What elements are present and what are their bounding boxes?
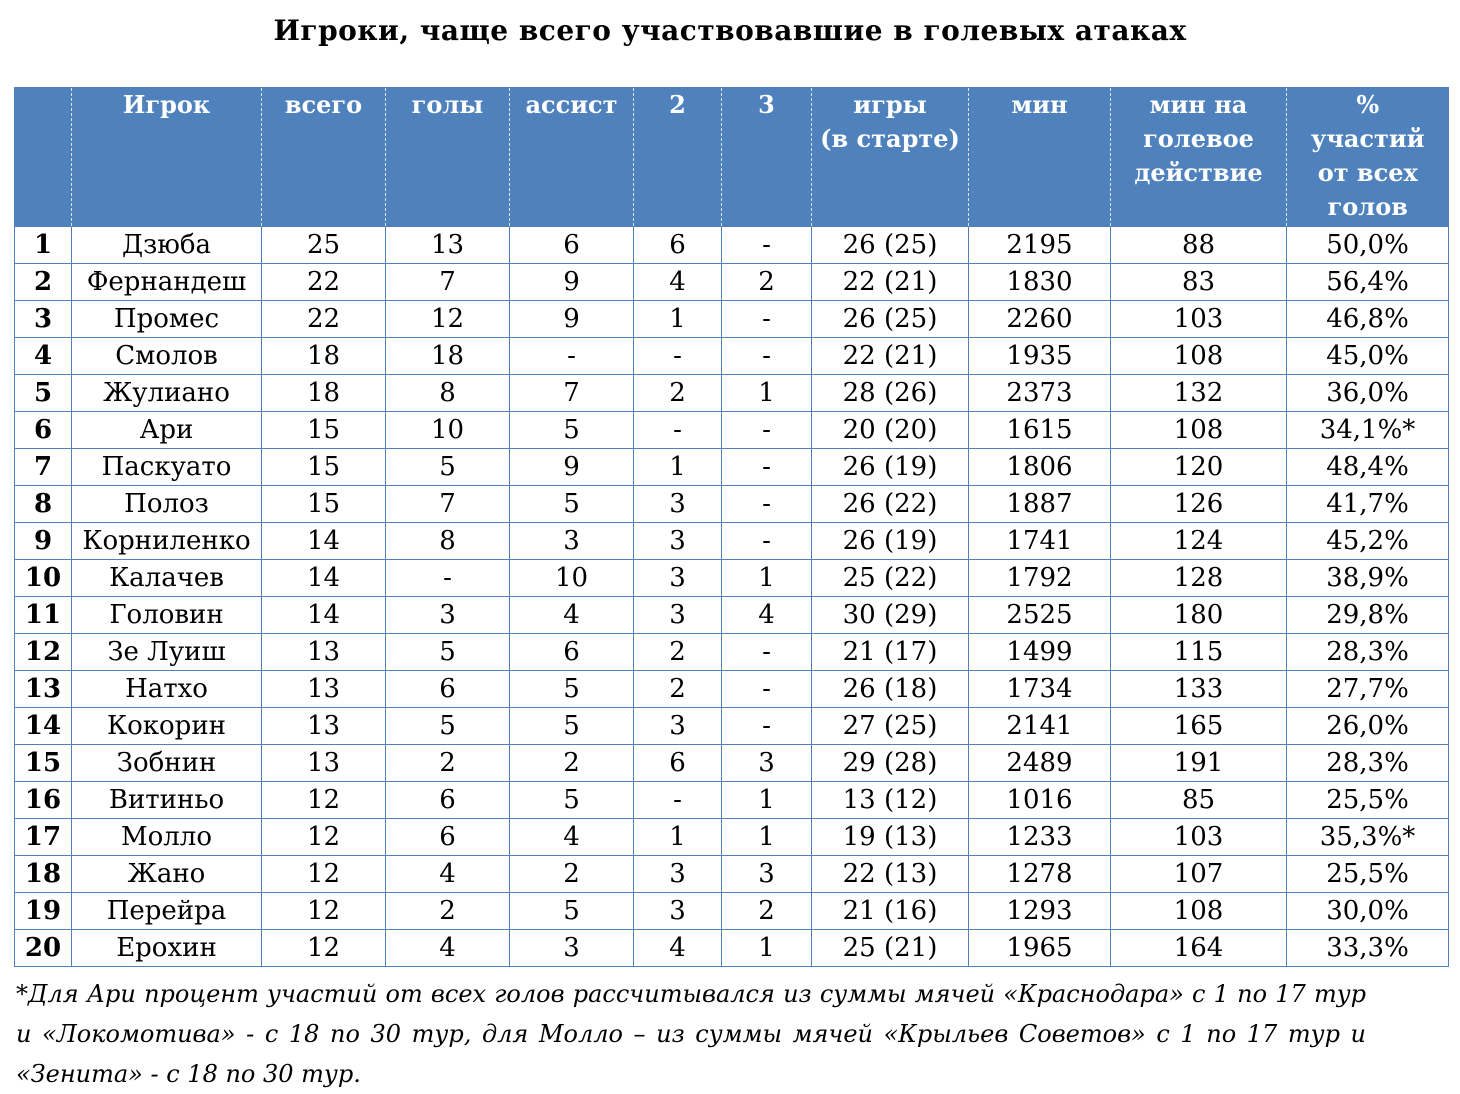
two-cell: - [634, 782, 722, 819]
three-cell: - [722, 523, 812, 560]
two-cell: 4 [634, 264, 722, 301]
goals-cell: 10 [386, 412, 510, 449]
header-games: игры (в старте) [812, 88, 969, 227]
row-rank: 3 [15, 301, 72, 338]
min-per-action-cell: 108 [1111, 893, 1287, 930]
total-cell: 13 [262, 708, 386, 745]
minutes-cell: 1016 [969, 782, 1111, 819]
min-per-action-cell: 124 [1111, 523, 1287, 560]
header-rank [15, 88, 72, 227]
table-header-row [15, 88, 1449, 227]
games-cell: 26 (22) [812, 486, 969, 523]
header-percent: % участий от всех голов [1287, 88, 1449, 227]
three-cell: - [722, 412, 812, 449]
two-cell: 3 [634, 708, 722, 745]
table-body [15, 227, 1449, 967]
minutes-cell: 1935 [969, 338, 1111, 375]
percent-cell: 25,5% [1287, 856, 1449, 893]
min-per-action-cell: 128 [1111, 560, 1287, 597]
two-cell: 2 [634, 375, 722, 412]
player-name: Зе Луиш [72, 634, 262, 671]
min-per-action-cell: 191 [1111, 745, 1287, 782]
minutes-cell: 1233 [969, 819, 1111, 856]
minutes-cell: 2489 [969, 745, 1111, 782]
three-cell: 2 [722, 264, 812, 301]
minutes-cell: 2260 [969, 301, 1111, 338]
percent-cell: 45,0% [1287, 338, 1449, 375]
player-name: Калачев [72, 560, 262, 597]
row-rank: 7 [15, 449, 72, 486]
header-goals: голы [386, 88, 510, 227]
min-per-action-cell: 164 [1111, 930, 1287, 967]
row-rank: 19 [15, 893, 72, 930]
min-per-action-cell: 133 [1111, 671, 1287, 708]
three-cell: - [722, 486, 812, 523]
row-rank: 4 [15, 338, 72, 375]
total-cell: 12 [262, 819, 386, 856]
assists-cell: 9 [510, 449, 634, 486]
minutes-cell: 2373 [969, 375, 1111, 412]
two-cell: 6 [634, 227, 722, 264]
three-cell: - [722, 338, 812, 375]
player-name: Ерохин [72, 930, 262, 967]
minutes-cell: 2525 [969, 597, 1111, 634]
percent-cell: 56,4% [1287, 264, 1449, 301]
min-per-action-cell: 107 [1111, 856, 1287, 893]
player-name: Жано [72, 856, 262, 893]
two-cell: - [634, 412, 722, 449]
games-cell: 19 (13) [812, 819, 969, 856]
table-row [15, 338, 1449, 375]
table-row [15, 930, 1449, 967]
player-name: Ари [72, 412, 262, 449]
total-cell: 22 [262, 301, 386, 338]
three-cell: - [722, 708, 812, 745]
three-cell: 1 [722, 560, 812, 597]
two-cell: 3 [634, 597, 722, 634]
min-per-action-cell: 103 [1111, 819, 1287, 856]
table-row [15, 227, 1449, 264]
header-total: всего [262, 88, 386, 227]
table-row [15, 523, 1449, 560]
row-rank: 12 [15, 634, 72, 671]
header-minutes: мин [969, 88, 1111, 227]
goals-cell: 6 [386, 782, 510, 819]
table-row [15, 597, 1449, 634]
games-cell: 26 (25) [812, 301, 969, 338]
header-two: 2 [634, 88, 722, 227]
assists-cell: 6 [510, 634, 634, 671]
row-rank: 1 [15, 227, 72, 264]
total-cell: 14 [262, 597, 386, 634]
total-cell: 15 [262, 412, 386, 449]
games-cell: 30 (29) [812, 597, 969, 634]
assists-cell: 3 [510, 523, 634, 560]
two-cell: 3 [634, 486, 722, 523]
goals-cell: 5 [386, 449, 510, 486]
player-name: Корниленко [72, 523, 262, 560]
table-row [15, 412, 1449, 449]
goals-cell: 8 [386, 375, 510, 412]
table-row [15, 486, 1449, 523]
player-name: Витиньо [72, 782, 262, 819]
percent-cell: 35,3%* [1287, 819, 1449, 856]
two-cell: 4 [634, 930, 722, 967]
percent-cell: 26,0% [1287, 708, 1449, 745]
goals-cell: 4 [386, 856, 510, 893]
row-rank: 8 [15, 486, 72, 523]
goals-cell: 18 [386, 338, 510, 375]
total-cell: 14 [262, 560, 386, 597]
assists-cell: 5 [510, 671, 634, 708]
min-per-action-cell: 132 [1111, 375, 1287, 412]
header-min-per-action: мин на голевое действие [1111, 88, 1287, 227]
percent-cell: 50,0% [1287, 227, 1449, 264]
row-rank: 15 [15, 745, 72, 782]
percent-cell: 30,0% [1287, 893, 1449, 930]
row-rank: 6 [15, 412, 72, 449]
games-cell: 20 (20) [812, 412, 969, 449]
games-cell: 26 (19) [812, 523, 969, 560]
total-cell: 12 [262, 893, 386, 930]
assists-cell: 4 [510, 819, 634, 856]
stats-table [14, 87, 1449, 967]
three-cell: 2 [722, 893, 812, 930]
assists-cell: 5 [510, 412, 634, 449]
row-rank: 16 [15, 782, 72, 819]
row-rank: 18 [15, 856, 72, 893]
games-cell: 22 (21) [812, 338, 969, 375]
games-cell: 25 (22) [812, 560, 969, 597]
total-cell: 15 [262, 449, 386, 486]
two-cell: 1 [634, 301, 722, 338]
total-cell: 25 [262, 227, 386, 264]
three-cell: 3 [722, 856, 812, 893]
table-row [15, 449, 1449, 486]
percent-cell: 28,3% [1287, 745, 1449, 782]
percent-cell: 29,8% [1287, 597, 1449, 634]
footnote: *Для Ари процент участий от всех голов рассчитывался из суммы мячей «Краснодара» с 1 по 17 тур и «Локомотива» - с 18 по 30 тур, для Молло – из суммы мячей «Крыльев Советов» с 1 по 17 тур и «Зенита» - с 18 по 30 тур. [16, 980, 1366, 1088]
assists-cell: 5 [510, 782, 634, 819]
row-rank: 5 [15, 375, 72, 412]
row-rank: 13 [15, 671, 72, 708]
table-row [15, 671, 1449, 708]
assists-cell: 3 [510, 930, 634, 967]
min-per-action-cell: 126 [1111, 486, 1287, 523]
percent-cell: 27,7% [1287, 671, 1449, 708]
table-row [15, 782, 1449, 819]
total-cell: 18 [262, 375, 386, 412]
games-cell: 25 (21) [812, 930, 969, 967]
minutes-cell: 1734 [969, 671, 1111, 708]
header-assists: ассист [510, 88, 634, 227]
two-cell: 3 [634, 560, 722, 597]
player-name: Молло [72, 819, 262, 856]
assists-cell: 5 [510, 486, 634, 523]
total-cell: 13 [262, 634, 386, 671]
table-row [15, 301, 1449, 338]
assists-cell: 6 [510, 227, 634, 264]
two-cell: 1 [634, 819, 722, 856]
min-per-action-cell: 165 [1111, 708, 1287, 745]
games-cell: 26 (18) [812, 671, 969, 708]
goals-cell: 6 [386, 819, 510, 856]
table-row [15, 745, 1449, 782]
minutes-cell: 1806 [969, 449, 1111, 486]
player-name: Фернандеш [72, 264, 262, 301]
two-cell: 6 [634, 745, 722, 782]
table-row [15, 708, 1449, 745]
table-row [15, 634, 1449, 671]
min-per-action-cell: 85 [1111, 782, 1287, 819]
header-player: Игрок [72, 88, 262, 227]
two-cell: 3 [634, 856, 722, 893]
assists-cell: 7 [510, 375, 634, 412]
two-cell: 3 [634, 523, 722, 560]
player-name: Кокорин [72, 708, 262, 745]
assists-cell: - [510, 338, 634, 375]
three-cell: 1 [722, 375, 812, 412]
goals-cell: 5 [386, 634, 510, 671]
min-per-action-cell: 108 [1111, 412, 1287, 449]
percent-cell: 46,8% [1287, 301, 1449, 338]
min-per-action-cell: 180 [1111, 597, 1287, 634]
player-name: Перейра [72, 893, 262, 930]
total-cell: 12 [262, 930, 386, 967]
three-cell: 1 [722, 819, 812, 856]
games-cell: 26 (19) [812, 449, 969, 486]
player-name: Полоз [72, 486, 262, 523]
three-cell: - [722, 301, 812, 338]
total-cell: 12 [262, 856, 386, 893]
player-name: Головин [72, 597, 262, 634]
percent-cell: 38,9% [1287, 560, 1449, 597]
minutes-cell: 1278 [969, 856, 1111, 893]
total-cell: 13 [262, 745, 386, 782]
three-cell: 4 [722, 597, 812, 634]
percent-cell: 34,1%* [1287, 412, 1449, 449]
header-three: 3 [722, 88, 812, 227]
games-cell: 21 (16) [812, 893, 969, 930]
two-cell: 2 [634, 671, 722, 708]
games-cell: 21 (17) [812, 634, 969, 671]
three-cell: 1 [722, 930, 812, 967]
minutes-cell: 1965 [969, 930, 1111, 967]
total-cell: 14 [262, 523, 386, 560]
table-row [15, 264, 1449, 301]
percent-cell: 36,0% [1287, 375, 1449, 412]
player-name: Смолов [72, 338, 262, 375]
minutes-cell: 1293 [969, 893, 1111, 930]
total-cell: 13 [262, 671, 386, 708]
player-name: Паскуато [72, 449, 262, 486]
table-row [15, 856, 1449, 893]
percent-cell: 25,5% [1287, 782, 1449, 819]
games-cell: 26 (25) [812, 227, 969, 264]
goals-cell: 8 [386, 523, 510, 560]
min-per-action-cell: 88 [1111, 227, 1287, 264]
three-cell: - [722, 634, 812, 671]
games-cell: 22 (13) [812, 856, 969, 893]
three-cell: - [722, 449, 812, 486]
min-per-action-cell: 108 [1111, 338, 1287, 375]
goals-cell: 13 [386, 227, 510, 264]
percent-cell: 28,3% [1287, 634, 1449, 671]
min-per-action-cell: 115 [1111, 634, 1287, 671]
goals-cell: 3 [386, 597, 510, 634]
total-cell: 15 [262, 486, 386, 523]
assists-cell: 5 [510, 893, 634, 930]
games-cell: 29 (28) [812, 745, 969, 782]
table-row [15, 560, 1449, 597]
page-title: Игроки, чаще всего участвовавшие в голевых атаках [273, 14, 1187, 47]
min-per-action-cell: 83 [1111, 264, 1287, 301]
row-rank: 10 [15, 560, 72, 597]
three-cell: 3 [722, 745, 812, 782]
assists-cell: 4 [510, 597, 634, 634]
three-cell: 1 [722, 782, 812, 819]
three-cell: - [722, 227, 812, 264]
assists-cell: 9 [510, 264, 634, 301]
goals-cell: - [386, 560, 510, 597]
minutes-cell: 1792 [969, 560, 1111, 597]
goals-cell: 7 [386, 486, 510, 523]
percent-cell: 45,2% [1287, 523, 1449, 560]
games-cell: 13 (12) [812, 782, 969, 819]
games-cell: 28 (26) [812, 375, 969, 412]
player-name: Натхо [72, 671, 262, 708]
two-cell: 1 [634, 449, 722, 486]
total-cell: 18 [262, 338, 386, 375]
row-rank: 11 [15, 597, 72, 634]
assists-cell: 2 [510, 856, 634, 893]
percent-cell: 41,7% [1287, 486, 1449, 523]
goals-cell: 12 [386, 301, 510, 338]
minutes-cell: 1615 [969, 412, 1111, 449]
two-cell: 2 [634, 634, 722, 671]
goals-cell: 4 [386, 930, 510, 967]
row-rank: 2 [15, 264, 72, 301]
three-cell: - [722, 671, 812, 708]
player-name: Жулиано [72, 375, 262, 412]
minutes-cell: 1499 [969, 634, 1111, 671]
goals-cell: 5 [386, 708, 510, 745]
row-rank: 9 [15, 523, 72, 560]
percent-cell: 48,4% [1287, 449, 1449, 486]
player-name: Дзюба [72, 227, 262, 264]
player-name: Промес [72, 301, 262, 338]
row-rank: 17 [15, 819, 72, 856]
goals-cell: 2 [386, 745, 510, 782]
row-rank: 20 [15, 930, 72, 967]
player-name: Зобнин [72, 745, 262, 782]
min-per-action-cell: 120 [1111, 449, 1287, 486]
min-per-action-cell: 103 [1111, 301, 1287, 338]
games-cell: 22 (21) [812, 264, 969, 301]
minutes-cell: 1741 [969, 523, 1111, 560]
minutes-cell: 1830 [969, 264, 1111, 301]
assists-cell: 5 [510, 708, 634, 745]
games-cell: 27 (25) [812, 708, 969, 745]
assists-cell: 2 [510, 745, 634, 782]
minutes-cell: 2141 [969, 708, 1111, 745]
total-cell: 22 [262, 264, 386, 301]
two-cell: - [634, 338, 722, 375]
assists-cell: 10 [510, 560, 634, 597]
total-cell: 12 [262, 782, 386, 819]
table-row [15, 819, 1449, 856]
minutes-cell: 1887 [969, 486, 1111, 523]
two-cell: 3 [634, 893, 722, 930]
percent-cell: 33,3% [1287, 930, 1449, 967]
table-row [15, 375, 1449, 412]
table-row [15, 893, 1449, 930]
row-rank: 14 [15, 708, 72, 745]
assists-cell: 9 [510, 301, 634, 338]
goals-cell: 7 [386, 264, 510, 301]
goals-cell: 2 [386, 893, 510, 930]
goals-cell: 6 [386, 671, 510, 708]
minutes-cell: 2195 [969, 227, 1111, 264]
